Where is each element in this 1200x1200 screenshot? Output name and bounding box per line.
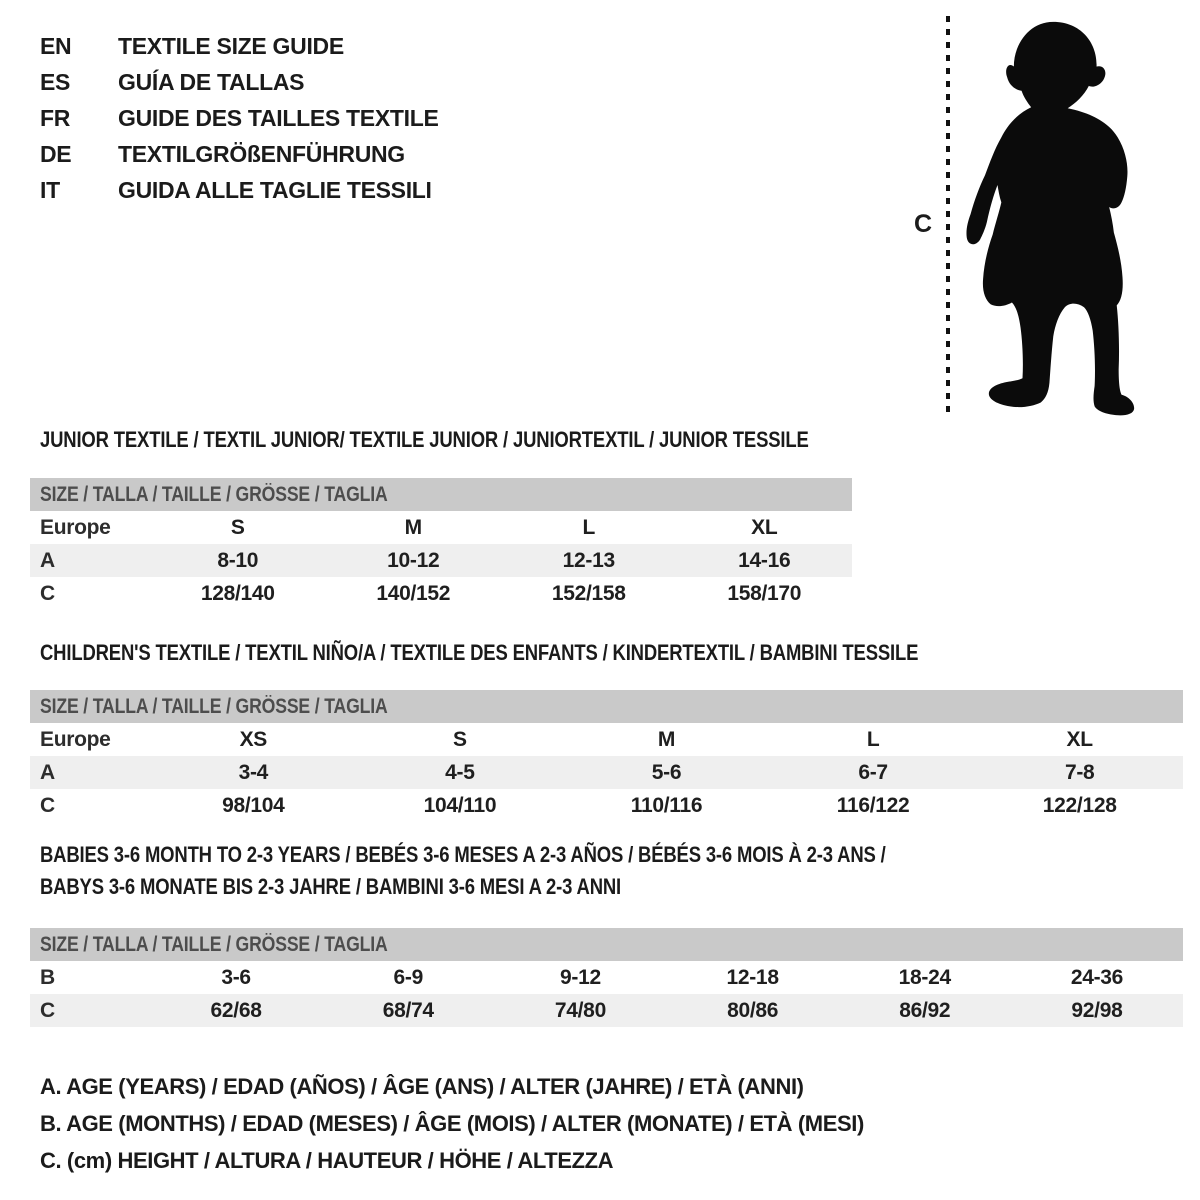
table-cell: M xyxy=(404,516,422,539)
table-cell: 12-18 xyxy=(726,966,779,989)
language-code: DE xyxy=(40,140,72,167)
row-label: C xyxy=(40,794,55,817)
table-row xyxy=(30,756,1183,789)
language-row-en xyxy=(40,28,439,64)
section-title-line: CHILDREN'S TEXTILE / TEXTIL NIÑO/A / TEXTILE DES ENFANTS / KINDERTEXTIL / BAMBINI TESSILE xyxy=(40,640,919,665)
row-label: Europe xyxy=(40,728,111,751)
height-measure-dashed-line xyxy=(946,16,950,416)
table-cell: 110/116 xyxy=(630,794,703,817)
language-title-list xyxy=(40,28,439,208)
section-title-line: BABYS 3-6 MONATE BIS 2-3 JAHRE / BAMBINI 3-6 MESI A 2-3 ANNI xyxy=(40,874,622,899)
language-label: GUIDE DES TAILLES TEXTILE xyxy=(118,104,439,131)
row-label: A xyxy=(40,761,55,784)
section-title-line: JUNIOR TEXTILE / TEXTIL JUNIOR/ TEXTILE JUNIOR / JUNIORTEXTIL / JUNIOR TESSILE xyxy=(40,427,809,452)
table-cell: 18-24 xyxy=(898,966,951,989)
table-cell: 7-8 xyxy=(1064,761,1095,784)
language-label: TEXTILGRÖßENFÜHRUNG xyxy=(118,140,405,167)
language-row-fr xyxy=(40,100,439,136)
section-title-line: BABIES 3-6 MONTH TO 2-3 YEARS / BEBÉS 3-6 MESES A 2-3 AÑOS / BÉBÉS 3-6 MOIS À 2-3 ANS / xyxy=(40,842,886,867)
measure-label-c: C xyxy=(914,210,933,238)
table-cell: 3-6 xyxy=(221,966,251,989)
table-cell: 122/128 xyxy=(1042,794,1117,817)
table-cell: 86/92 xyxy=(899,999,951,1022)
table-cell: 152/158 xyxy=(551,582,626,605)
language-code: EN xyxy=(40,32,72,59)
table-header-bar xyxy=(30,928,1183,961)
language-code: FR xyxy=(40,104,71,131)
table-cell: XL xyxy=(1066,728,1093,751)
table-cell: 92/98 xyxy=(1071,999,1123,1022)
table-cell: 74/80 xyxy=(554,999,606,1022)
table-cell: 128/140 xyxy=(200,582,275,605)
table-cell: M xyxy=(657,728,676,751)
row-label: C xyxy=(40,582,55,605)
table-header-label: SIZE / TALLA / TAILLE / GRÖSSE / TAGLIA xyxy=(40,933,388,956)
row-label: A xyxy=(40,549,55,572)
table-cell: 3-4 xyxy=(238,761,269,784)
table-cell: 8-10 xyxy=(217,549,259,572)
table-header-bar xyxy=(30,478,852,511)
row-label: B xyxy=(40,966,55,989)
table-row xyxy=(30,511,852,544)
table-cell: 5-6 xyxy=(651,761,682,784)
table-cell: 6-7 xyxy=(858,761,888,784)
table-header-label: SIZE / TALLA / TAILLE / GRÖSSE / TAGLIA xyxy=(40,483,388,506)
language-row-es xyxy=(40,64,439,100)
table-cell: 62/68 xyxy=(210,999,262,1022)
table-row xyxy=(30,544,852,577)
table-row xyxy=(30,577,852,610)
table-cell: 104/110 xyxy=(423,794,497,817)
section-title-children xyxy=(40,637,918,669)
language-code: ES xyxy=(40,68,71,95)
table-cell: S xyxy=(230,516,245,539)
footnote-line: A. AGE (YEARS) / EDAD (AÑOS) / ÂGE (ANS) / ALTER (JAHRE) / ETÀ (ANNI) xyxy=(40,1074,804,1099)
footnotes xyxy=(40,1068,864,1179)
size-table-babies xyxy=(30,928,1183,1027)
table-row xyxy=(30,994,1183,1027)
table-row xyxy=(30,789,1183,822)
table-cell: 12-13 xyxy=(562,549,615,572)
section-title-babies xyxy=(40,839,886,903)
table-cell: 68/74 xyxy=(382,999,434,1022)
table-header-label: SIZE / TALLA / TAILLE / GRÖSSE / TAGLIA xyxy=(40,695,388,718)
row-label: Europe xyxy=(40,516,111,539)
table-cell: 9-12 xyxy=(560,966,601,989)
table-header-bar xyxy=(30,690,1183,723)
language-row-it xyxy=(40,172,439,208)
row-label: C xyxy=(40,999,55,1022)
language-code: IT xyxy=(40,176,60,203)
table-row xyxy=(30,723,1183,756)
table-cell: 6-9 xyxy=(393,966,423,989)
table-cell: L xyxy=(582,516,596,539)
table-cell: 158/170 xyxy=(727,582,802,605)
language-label: GUÍA DE TALLAS xyxy=(118,68,305,95)
table-cell: XS xyxy=(239,728,267,751)
section-title-junior xyxy=(40,424,809,456)
language-label: TEXTILE SIZE GUIDE xyxy=(118,32,344,59)
table-cell: 14-16 xyxy=(738,549,791,572)
toddler-silhouette-icon xyxy=(960,16,1135,418)
size-table-children xyxy=(30,690,1183,822)
table-cell: L xyxy=(866,728,880,751)
table-cell: 116/122 xyxy=(836,794,910,817)
footnote-line: B. AGE (MONTHS) / EDAD (MESES) / ÂGE (MOIS) / ALTER (MONATE) / ETÀ (MESI) xyxy=(40,1111,864,1136)
table-cell: 140/152 xyxy=(376,582,451,605)
table-cell: 80/86 xyxy=(727,999,779,1022)
table-cell: XL xyxy=(751,516,778,539)
table-cell: 98/104 xyxy=(222,794,285,817)
language-label: GUIDA ALLE TAGLIE TESSILI xyxy=(118,176,432,203)
table-cell: 10-12 xyxy=(387,549,440,572)
language-row-de xyxy=(40,136,439,172)
table-cell: S xyxy=(453,728,467,751)
table-cell: 4-5 xyxy=(445,761,475,784)
table-cell: 24-36 xyxy=(1070,966,1124,989)
table-row xyxy=(30,961,1183,994)
footnote-line: C. (cm) HEIGHT / ALTURA / HAUTEUR / HÖHE / ALTEZZA xyxy=(40,1148,614,1173)
size-table-junior xyxy=(30,478,852,610)
